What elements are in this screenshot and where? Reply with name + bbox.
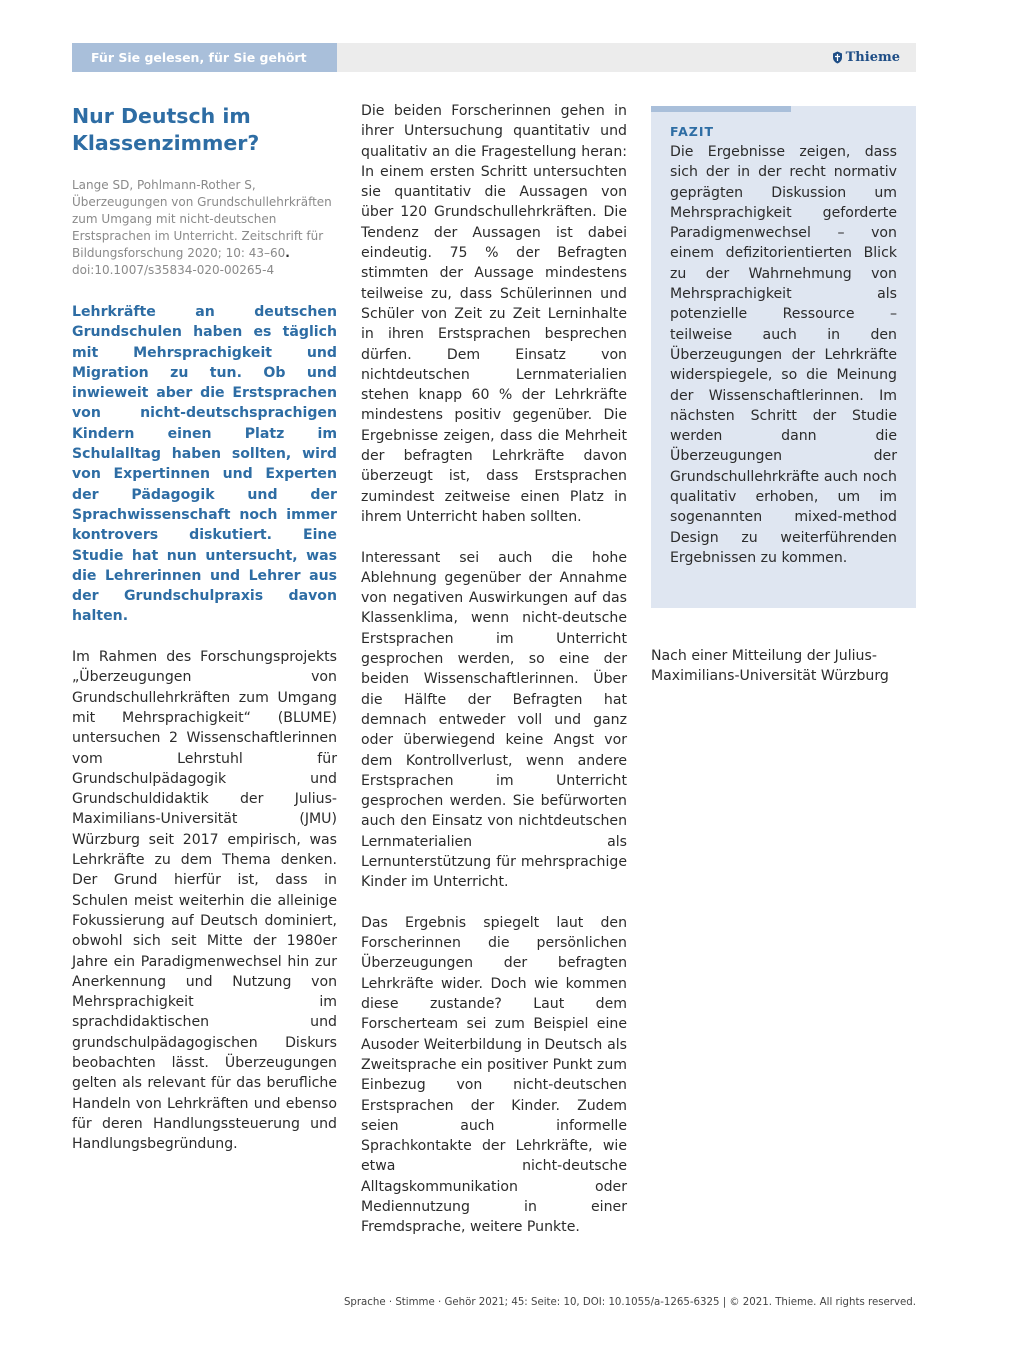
page-header xyxy=(72,43,916,72)
body-paragraph-1: Im Rahmen des Forschungsprojekts „Überzeugungen von Grundschullehrkräften zum Umgang mit Mehrsprachigkeit“ (BLUME) untersuchen 2 Wissenschaftlerinnen vom Lehrstuhl für Grundschulpädagogik und Grundschuldidaktik der Julius-Maximilians-Universität (JMU) Würzburg seit 2017 empirisch, was Lehrkräfte zu dem Thema denken. Der Grund hierfür ist, dass in Schulen meist weiterhin die alleinige Fokussierung auf Deutsch dominiert, obwohl sich seit Mitte der 1980er Jahre ein Paradigmenwechsel hin zur Anerkennung und Nutzung von Mehrsprachigkeit im sprachdidaktischen und grundschulpädagogischen Diskurs beobachten lässt. Überzeugungen gelten als relevant für das berufliche Handeln von Lehrkräften und ebenso für deren Handlungssteuerung und Handlungsbegründung. xyxy=(72,649,337,1153)
thieme-crest-icon xyxy=(832,51,843,64)
citation-dot: . xyxy=(285,246,290,260)
publisher-logo xyxy=(832,43,900,72)
logo-text: Thieme xyxy=(845,50,900,65)
column-middle xyxy=(361,101,627,1258)
page-footer: Sprache · Stimme · Gehör 2021; 45: Seite: 10, DOI: 10.1055/a-1265-6325 | © 2021. Thieme. All rights reserved. xyxy=(343,1297,916,1308)
article-title: Nur Deutsch im Klassenzimmer? xyxy=(72,104,260,155)
fazit-heading: FAZIT xyxy=(670,124,715,139)
fazit-accent-bar xyxy=(651,106,791,112)
body-paragraph-2: Die beiden Forscherinnen gehen in ihrer Untersuchung quantitativ und qualitativ an die Fragestellung heran: In einem ersten Schritt untersuchten sie quantitativ die Aussagen von über 120 Grundschullehrkräften. Die Tendenz der Aussagen ist dabei eindeutig. 75 % der Befragten stimmten der Aussage mindestens teilweise zu, dass Schülerinnen und Schüler von Zeit zu Zeit Lerninhalte in ihren Erstsprachen besprechen dürfen. Dem Einsatz von nichtdeutschen Lernmaterialien stehen knapp 60 % der Lehrkräfte mindestens positiv gegenüber. Die Ergebnisse zeigen, dass die Mehrheit der befragten Lehrkräfte davon überzeugt ist, dass Erstsprachen zumindest zeitweise einen Platz in ihrem Unterricht haben sollten. xyxy=(361,103,627,525)
fazit-text: Die Ergebnisse zeigen, dass sich der in der recht normativ geprägten Diskussion um Mehrsprachigkeit geforderte Paradigmenwechsel – von einem defizitorientierten Blick zu der Wahrnehmung von Mehrsprachigkeit als potenzielle Ressource – teilweise auch in den Überzeugungen der Lehrkräfte widerspiegele, so die Meinung der Wissenschaftlerinnen. Im nächsten Schritt der Studie werden dann die Überzeugungen der Grundschullehrkräfte auch noch qualitativ erhoben, um im sogenannten mixed-method Design zu weiterführenden Ergebnissen zu kommen. xyxy=(670,144,897,566)
article-lead: Lehrkräfte an deutschen Grundschulen haben es täglich mit Mehrsprachigkeit und Migration zu tun. Ob und inwieweit aber die Erstsprachen von nicht-deutschsprachigen Kindern einen Platz im Schulalltag haben sollten, wird von Expertinnen und Experten der Pädagogik und der Sprachwissenschaft noch immer kontrovers diskutiert. Eine Studie hat nun untersucht, was die Lehrerinnen und Lehrer aus der Grundschulpraxis davon halten. xyxy=(72,304,337,625)
citation-text: Lange SD, Pohlmann-Rother S, Überzeugungen von Grundschullehrkräften zum Umgang mit nicht-deutschen Erstsprachen im Unterricht. Zeitschrift für Bildungsforschung 2020; 10: 43–60 xyxy=(72,178,332,260)
body-paragraph-4: Das Ergebnis spiegelt laut den Forscherinnen die persönlichen Überzeugungen der befragten Lehrkräfte wider. Doch wie kommen diese zustande? Laut dem Forscherteam sei zum Beispiel eine Ausoder Weiterbildung in Deutsch als Zweitsprache ein positiver Punkt zum Einbezug von nicht-deutschen Erstsprachen der Kinder. Zudem seien auch informelle Sprachkontakte der Lehrkräfte, wie etwa nicht-deutsche Alltagskommunikation oder Mediennutzung in einer Fremdsprache, weitere Punkte. xyxy=(361,914,627,1236)
section-label: Für Sie gelesen, für Sie gehört xyxy=(72,43,337,72)
column-left xyxy=(72,103,337,1175)
fazit-box xyxy=(651,106,916,608)
citation-doi: doi:10.1007/s35834-020-00265-4 xyxy=(72,263,275,277)
body-paragraph-3: Interessant sei auch die hohe Ablehnung gegenüber der Annahme von negativen Auswirkungen auf das Klassenklima, wenn nicht-deutsche Erstsprachen im Unterricht gesprochen werden, so eine der beiden Wissenschaftlerinnen. Über die Hälfte der Befragten hat demnach entweder voll und ganz oder überwiegend keine Angst vor dem Kontrollverlust, wenn andere Erstsprachen im Unterricht gesprochen werden. Sie befürworten auch den Einsatz von nichtdeutschen Lernmaterialien als Lernunterstützung für mehrsprachige Kinder im Unterricht. xyxy=(361,549,627,891)
source-note: Nach einer Mitteilung der Julius-Maximilians-Universität Würzburg xyxy=(651,647,889,684)
column-right xyxy=(651,106,916,686)
article-citation xyxy=(72,177,337,279)
